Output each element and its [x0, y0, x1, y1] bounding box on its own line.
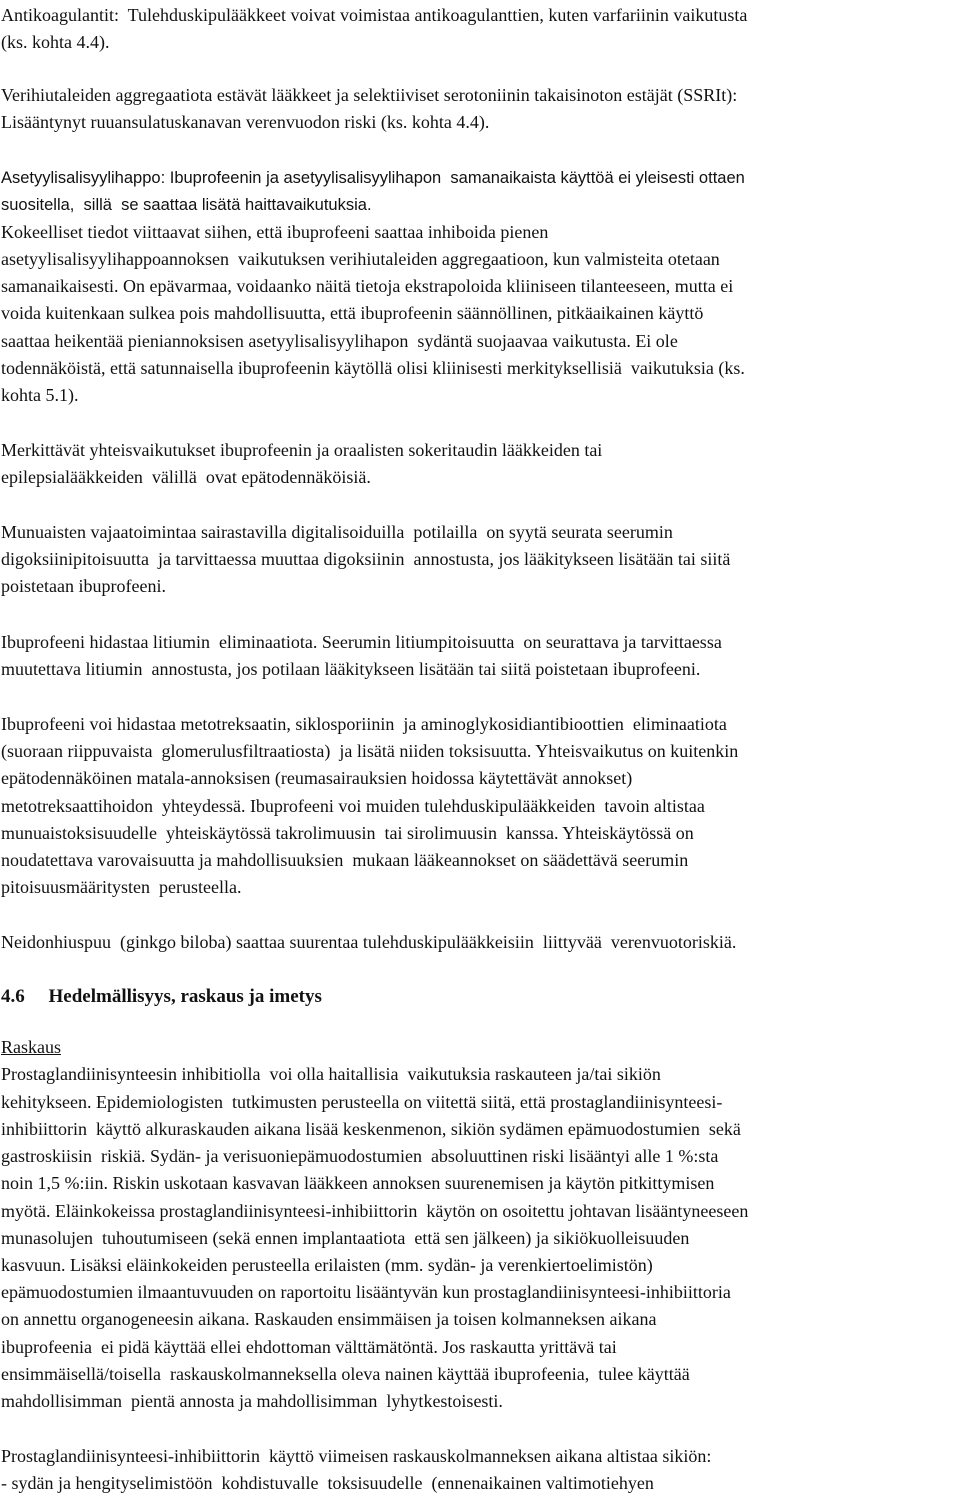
text-line: saattaa heikentää pieniannoksisen asetyylisalisyylihapon sydäntä suojaavaa vaikutusta. Ei ole: [1, 331, 678, 351]
text-line: Verihiutaleiden aggregaatiota estävät lääkkeet ja selektiiviset serotoniinin takaisinoton estäjät (SSRIt):: [1, 85, 738, 105]
text-line: digoksiinipitoisuutta ja tarvittaessa muuttaa digoksiinin annostusta, jos lääkitykseen lisätään tai siitä: [1, 549, 731, 569]
text-line: Lisääntynyt ruuansulatuskanavan verenvuodon riski (ks. kohta 4.4).: [1, 112, 490, 132]
text-line: kasvuun. Lisäksi eläinkokeiden perusteella erilaisten (mm. sydän- ja verenkiertoelimistön): [1, 1255, 653, 1275]
text-line: poistetaan ibuprofeeni.: [1, 576, 166, 596]
text-line: suositella, sillä se saattaa lisätä haittavaikutuksia.: [1, 196, 372, 214]
text-line: Merkittävät yhteisvaikutukset ibuprofeenin ja oraalisten sokeritaudin lääkkeiden tai: [1, 440, 603, 460]
text-line: (ks. kohta 4.4).: [1, 32, 110, 52]
text-line: epämuodostumien ilmaantuvuuden on raportoitu lisääntyvän kun prostaglandiinisynteesi-inhibiittoria: [1, 1282, 731, 1302]
text-line: gastroskiisin riskiä. Sydän- ja verisuoniepämuodostumien absoluuttinen riski lisääntyi alle 1 %:sta: [1, 1146, 719, 1166]
text-line: voida kuitenkaan sulkea pois mahdollisuutta, että ibuprofeenin säännöllinen, pitkäaikainen käyttö: [1, 303, 704, 323]
text-line: ibuprofeenia ei pidä käyttää ellei ehdottoman välttämätöntä. Jos raskautta yrittävä tai: [1, 1337, 617, 1357]
text-line: inhibiittorin käyttö alkuraskauden aikana lisää keskenmenon, sikiön sydämen epämuodostumien sekä: [1, 1119, 741, 1139]
text-line: todennäköistä, että satunnaisella ibuprofeenin käytöllä olisi kliinisesti merkityksellisiä vaikutuksia (ks.: [1, 358, 745, 378]
text-line: noin 1,5 %:iin. Riskin uskotaan kasvavan lääkkeen annoksen suurenemisen ja käytön pitkittymisen: [1, 1173, 715, 1193]
text-line: Kokeelliset tiedot viittaavat siihen, että ibuprofeeni saattaa inhiboida pienen: [1, 222, 549, 242]
text-line: epilepsialääkkeiden välillä ovat epätodennäköisiä.: [1, 467, 371, 487]
text-line: asetyylisalisyylihappoannoksen vaikutuksen verihiutaleiden aggregaatioon, kun valmisteita otetaan: [1, 249, 720, 269]
text-line: kehitykseen. Epidemiologisten tutkimusten perusteella on viitettä siitä, että prostaglandiinisynteesi-: [1, 1092, 723, 1112]
text-line: ensimmäisellä/toisella raskauskolmanneksella oleva nainen käyttää ibuprofeenia, tulee käyttää: [1, 1364, 690, 1384]
text-line: Munuaisten vajaatoimintaa sairastavilla digitalisoiduilla potilailla on syytä seurata seerumin: [1, 522, 673, 542]
text-line: munuaistoksisuudelle yhteiskäytössä takrolimuusin tai sirolimuusin kanssa. Yhteiskäytössä on: [1, 823, 694, 843]
text-line: myötä. Eläinkokeissa prostaglandiinisynteesi-inhibiittorin käytön on osoitettu johtavan lisääntyneeseen: [1, 1201, 749, 1221]
text-line: - sydän ja hengityselimistöön kohdistuvalle toksisuudelle (ennenaikainen valtimotiehyen: [1, 1473, 654, 1493]
text-line: (suoraan riippuvaista glomerulusfiltraatiosta) ja lisätä niiden toksisuutta. Yhteisvaikutus on kuitenkin: [1, 741, 739, 761]
text-line: Ibuprofeeni voi hidastaa metotreksaatin, siklosporiinin ja aminoglykosidiantibioottien eliminaatiota: [1, 714, 727, 734]
text-line: mahdollisimman pientä annosta ja mahdollisimman lyhytkestoisesti.: [1, 1391, 503, 1411]
text-line: epätodennäköinen matala-annoksisen (reumasairauksien hoidossa käytettävät annokset): [1, 768, 633, 788]
text-line: on annettu organogeneesin aikana. Raskauden ensimmäisen ja toisen kolmanneksen aikana: [1, 1309, 657, 1329]
subheading-raskaus: Raskaus: [1, 1037, 61, 1057]
text-line: pitoisuusmääritysten perusteella.: [1, 877, 242, 897]
text-line: muutettava litiumin annostusta, jos potilaan lääkitykseen lisätään tai siitä poistetaan ibuprofeeni.: [1, 659, 701, 679]
text-line: noudatettava varovaisuutta ja mahdollisuuksien mukaan lääkeannokset on säädettävä seerumin: [1, 850, 689, 870]
section-heading: 4.6 Hedelmällisyys, raskaus ja imetys: [1, 986, 322, 1007]
text-line: munasolujen tuhoutumiseen (sekä ennen implantaatiota että sen jälkeen) ja sikiökuolleisuuden: [1, 1228, 690, 1248]
text-line: Prostaglandiinisynteesin inhibitiolla voi olla haitallisia vaikutuksia raskauteen ja/tai sikiön: [1, 1064, 661, 1084]
text-line: Ibuprofeeni hidastaa litiumin eliminaatiota. Seerumin litiumpitoisuutta on seurattava ja tarvittaessa: [1, 632, 722, 652]
text-line: metotreksaattihoidon yhteydessä. Ibuprofeeni voi muiden tulehduskipulääkkeiden tavoin altistaa: [1, 796, 705, 816]
text-line: Asetyylisalisyylihappo: Ibuprofeenin ja asetyylisalisyylihapon samanaikaista käyttöä ei yleisesti ottaen: [1, 169, 745, 187]
text-line: Neidonhiuspuu (ginkgo biloba) saattaa suurentaa tulehduskipulääkkeisiin liittyvää verenvuotoriskiä.: [1, 932, 737, 952]
text-line: kohta 5.1).: [1, 385, 79, 405]
text-line: samanaikaisesti. On epävarmaa, voidaanko näitä tietoja ekstrapoloida kliiniseen tilanteeseen, mutta ei: [1, 276, 734, 296]
text-line: Prostaglandiinisynteesi-inhibiittorin käyttö viimeisen raskauskolmanneksen aikana altistaa sikiön:: [1, 1446, 712, 1466]
text-line: Antikoagulantit: Tulehduskipulääkkeet voivat voimistaa antikoagulanttien, kuten varfariinin vaikutusta: [1, 5, 748, 25]
